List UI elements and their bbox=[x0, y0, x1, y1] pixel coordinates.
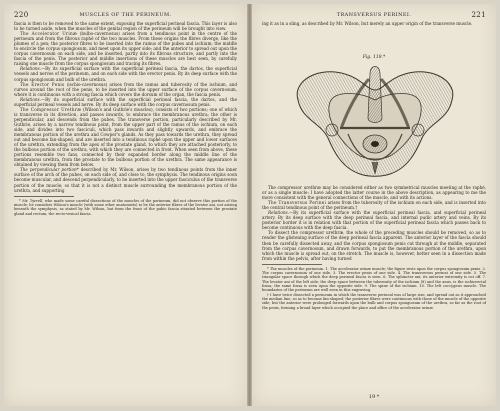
paragraph: Relations.—By its superficial surface with the superficial perineal fascia, the dartos, the superficial vessels and nerves of the perineum, and on each side with the erector penis. By its deep surface with the corpus spongiosum and bulb of the urethra. bbox=[14, 66, 237, 82]
running-header bbox=[14, 12, 237, 18]
paragraph: Relations.—By its superficial surface with the superficial perineal fascia, and superficial perineal artery. By its deep surface with the deep perineal fascia, and internal pudic artery and veins. By its posterior border it is in relation with that portion of the superficial perineal fascia which passes back to become continuous with the deep fascia. bbox=[262, 210, 486, 231]
intro-text bbox=[262, 21, 486, 26]
body-text bbox=[14, 21, 237, 216]
paragraph: To dissect the compressor urethræ, the whole of the preceding muscles should be removed, so as to render the glistening surface of the deep perineal fascia apparent. The anterior layer of the fascia should then be carefully dissected away, and the corpus spongiosum penis cut through at the middle, separated from the corpus cavernosum, and drawn forwards, to put the membranous portion of the urethra, upon which the muscle is spread out, on the stretch. The muscle is, however, better seen in a dissection made from within the pelvis, after having turned bbox=[262, 230, 486, 261]
footnotes bbox=[262, 267, 486, 310]
paragraph: The Compressor Urethræ (Wilson's and Guthrie's muscles), consists of two portions; one of which is transverse in its direction, and passes inwards, to embrace the membranous urethra; the other is perpendicular, and descends from the pubes. The transverse portion, particularly described by Mr. Guthrie, arises by a narrow tendinous point, from the upper part of the ramus of the ischium, on each side, and divides into two fasciculi, which pass inwards and slightly upwards, and embrace the membranous portion of the urethra and Cowper's glands. As they pass towards the urethra, they spread out and become fan-shaped, and are inserted into a tendinous raphé upon the upper and lower surfaces of the urethra, extending from the apex of the prostate gland, to which they are attached posteriorly, to the bulbous portion of the urethra, with which they are connected in front. When seen from above, these portions resemble two fans, connected by their expanded border along the middle line of the membranous urethra, from the prostate to the bulbous portion of the urethra. The same appearance is obtained by viewing them from below. bbox=[14, 106, 237, 168]
paragraph: ing it as in a sling, as described by Mr. Wilson, but merely an upper origin of the transverse muscle. bbox=[262, 21, 473, 26]
running-head-title: MUSCLES OF THE PERINEUM. bbox=[79, 12, 172, 18]
right-page bbox=[252, 4, 496, 406]
figure-label: Fig. 118.* bbox=[362, 55, 386, 60]
paragraph: The Erector Penis (ischio-cavernosus) arises from the ramus and tuberosity of the ischium, and curves around the root of the penis, to be inserted into the upper surface of the corpus cavernosum, where it is continuous with a strong fascia which covers the dorsum of the organ, the fascia penis. bbox=[14, 81, 238, 97]
left-page bbox=[4, 4, 247, 406]
footnote-rule bbox=[14, 196, 74, 197]
perineum-muscles-illustration bbox=[290, 60, 460, 180]
footnote-rule bbox=[262, 264, 322, 265]
footnote: * The muscles of the perineum. 1. The accelerator urinæ muscle; the figure rests upon the corpus spongiosum penis. 2. The corpus cavernosum of one side. 3. The erector penis of one side. 4. The transversus perinei of one side. 5. The triangular space through which the deep perineal fascia is seen. 6. The sphincter ani; its anterior extremity is cut off. 7. The levator ani of the left side; the deep space between the tuberosity of the ischium (8) and the anus, is the ischiorectal fossa; the same fossa is seen upon the opposite side. 9. The spine of the ischium. 10. The left coccygeus muscle. The boundaries of the perineum are well seen in this engraving. bbox=[262, 266, 486, 293]
signature-mark: 19 * bbox=[368, 394, 380, 400]
running-header bbox=[262, 12, 486, 18]
body-text bbox=[262, 185, 486, 310]
paragraph: The Transversus Perinei arises from the tuberosity of the ischium on each side, and is inserted into the central tendinous point of the perineum.† bbox=[262, 200, 486, 211]
paragraph: The perpendicular portion* described by Mr. Wilson, arises by two tendinous points from the inner surface of the arch of the pubes, on each side of, and close to, the symphysis. The tendinous origins soon become muscular, and descend perpendicularly, to be inserted into the upper fasciculus of the transverse portion of the muscle; so that it is not a distinct muscle surrounding the membranous portion of the urethra, and supporting bbox=[14, 167, 237, 193]
footnote: † I have twice dissected a perineum in which the transverse perineal was of large size, and spread out as it approached the median line, so as to become fan-shaped; the posterior fibres were continuous with those of the muscle of the opposite side; but the anterior were prolonged forwards upon the bulb and corpus spongiosum of the urethra, so far as the root of the penis, forming a broad layer which occupied the place and office of the accelerator urinæ. bbox=[262, 292, 487, 310]
paragraph: The compressor urethræ may be considered either as two symmetrical muscles meeting at the raphé, or as a single muscle: I have adopted the latter course in the above description, as appearing to me the more consistent with the general connections of the muscle, and with its actions. bbox=[262, 185, 486, 201]
paragraph: fascia is then to be removed to the same extent, exposing the superficial perineal fascia. This layer is also to be turned aside, when the muscles of the genital region of the perineum will be brought into view. bbox=[14, 21, 237, 32]
page-number: 220 bbox=[14, 11, 29, 19]
footnote: * Mr. Tyrrell, who made some careful dissections of the muscles of the perineum, did not observe this portion of the muscle; he considers Wilson's muscle (with some other anatomists) to be the anterior fibres of the levator ani, not arising beneath the symphysis, as stated by Mr. Wilson, but from the front of the pubic fascia situated between the prostate gland and rectum, the recto-vesical fascia. bbox=[14, 198, 237, 216]
paragraph: Relations.—By its superficial surface with the superficial perineal fascia, the dartos, and the superficial perineal vessels and nerve. By its deep surface with the corpus cavernosum penis. bbox=[14, 96, 237, 107]
paragraph: The Accelerator Urinæ (bulbo-cavernosus) arises from a tendinous point in the centre of the perineum and from the fibrous raphé of the two muscles. From these origins the fibres diverge, like the plumes of a pen; the posterior fibres to be inserted into the ramus of the pubes and ischium; the middle to encircle the corpus spongiosum, and meet upon its upper side; and the anterior to spread out upon the corpus cavernosum on each side, and be inserted, partly into its fibrous structure, and partly into the fascia of the penis. The posterior and middle insertions of these muscles are best seen, by carefully raising one muscle from the corpus spongiosum and tracing its fibres. bbox=[14, 31, 237, 67]
running-head-title: TRANSVERSUS PERINEI. bbox=[336, 12, 412, 18]
page-number: 221 bbox=[471, 11, 486, 19]
